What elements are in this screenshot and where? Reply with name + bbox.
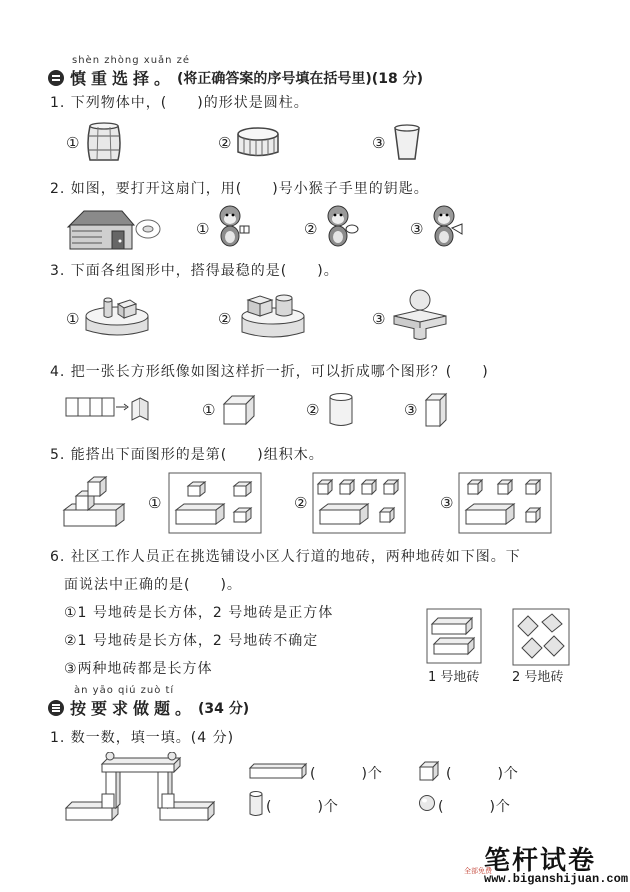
q2-option-1: ①: [196, 220, 210, 238]
section-number-three-icon: [48, 700, 64, 716]
tile-2-image: [512, 608, 570, 666]
q6-choice-2: ②1 号地砖是长方体，2 号地砖不确定: [64, 633, 319, 649]
q5-option-3: ③: [440, 494, 454, 512]
stack-blocks-1-icon: [84, 292, 150, 340]
section2-title: 慎重选择。: [70, 69, 176, 88]
watermark-small-label: 全部免费: [464, 867, 492, 875]
monkey-with-key-icon: [216, 204, 252, 248]
section2-pinyin: shèn zhòng xuǎn zé: [72, 55, 191, 66]
count-blank-cuboid[interactable]: ( )个: [310, 766, 383, 782]
q4-option-1: ①: [202, 401, 216, 419]
q3-option-1: ①: [66, 310, 80, 328]
drum-cylinder-icon: [236, 126, 280, 160]
q1-option-1: ①: [66, 134, 80, 152]
section3-note: (34 分): [198, 700, 250, 717]
question-6-line-2: 面说法中正确的是( )。: [64, 577, 242, 593]
count-blank-cylinder[interactable]: ( )个: [266, 799, 339, 815]
q1-option-3: ③: [372, 134, 386, 152]
block-group-2: [312, 472, 406, 534]
q5-option-2: ②: [294, 494, 308, 512]
q4-option-3: ③: [404, 401, 418, 419]
folding-paper-diagram: [64, 394, 160, 422]
q1-option-2: ②: [218, 134, 232, 152]
barrel-icon: [86, 122, 122, 164]
tile-1-label: 1 号地砖: [428, 670, 480, 685]
block-group-1: [168, 472, 262, 534]
q3-option-2: ②: [218, 310, 232, 328]
tile-2-label: 2 号地砖: [512, 670, 564, 685]
sphere-icon: [418, 794, 436, 812]
cube-small-icon: [418, 760, 440, 782]
question-1: 1. 下列物体中，( )的形状是圆柱。: [50, 95, 309, 111]
monkey-with-key-icon: [324, 204, 360, 248]
count-blank-sphere[interactable]: ( )个: [438, 799, 511, 815]
section3-title: 按要求做题。: [70, 699, 197, 718]
question-5: 5. 能搭出下面图形的是第( )组积木。: [50, 447, 324, 463]
cuboid-long-icon: [248, 762, 308, 780]
q2-option-2: ②: [304, 220, 318, 238]
q5-option-1: ①: [148, 494, 162, 512]
cuboid-icon: [424, 392, 448, 428]
cylinder-icon: [328, 392, 354, 428]
stack-blocks-2-icon: [238, 290, 308, 342]
watermark-logo: 笔杆试卷: [484, 846, 597, 876]
block-group-3: [458, 472, 552, 534]
section2-header: [48, 66, 423, 89]
q6-choice-1: ①1 号地砖是长方体，2 号地砖是正方体: [64, 605, 334, 621]
stack-blocks-3-icon: [390, 288, 450, 342]
tile-1-image: [426, 608, 482, 664]
section3-pinyin: àn yāo qiú zuò tí: [74, 685, 175, 696]
s3-question-1: 1. 数一数，填一填。(4 分): [50, 730, 235, 746]
q2-option-3: ③: [410, 220, 424, 238]
house-with-door-icon: [62, 205, 162, 253]
question-4: 4. 把一张长方形纸像如图这样折一折，可以折成哪个图形？( ): [50, 364, 489, 380]
cylinder-small-icon: [248, 790, 264, 818]
count-blank-cube[interactable]: ( )个: [446, 766, 519, 782]
section3-header: [48, 696, 249, 719]
monkey-with-key-icon: [430, 204, 466, 248]
gate-block-structure: [62, 752, 220, 824]
question-3: 3. 下面各组图形中，搭得最稳的是( )。: [50, 263, 339, 279]
cup-icon: [392, 124, 422, 162]
section-number-two-icon: [48, 70, 64, 86]
question-2: 2. 如图，要打开这扇门，用( )号小猴子手里的钥匙。: [50, 181, 429, 197]
q4-option-2: ②: [306, 401, 320, 419]
section2-note: (将正确答案的序号填在括号里)(18 分): [177, 70, 423, 87]
target-block-structure: [62, 474, 126, 530]
question-6-line-1: 6. 社区工作人员正在挑选铺设小区人行道的地砖，两种地砖如下图。下: [50, 549, 521, 565]
watermark-url: www.biganshijuan.com: [484, 872, 629, 886]
q6-choice-3: ③两种地砖都是长方体: [64, 661, 213, 677]
q3-option-3: ③: [372, 310, 386, 328]
cube-icon: [222, 394, 256, 426]
